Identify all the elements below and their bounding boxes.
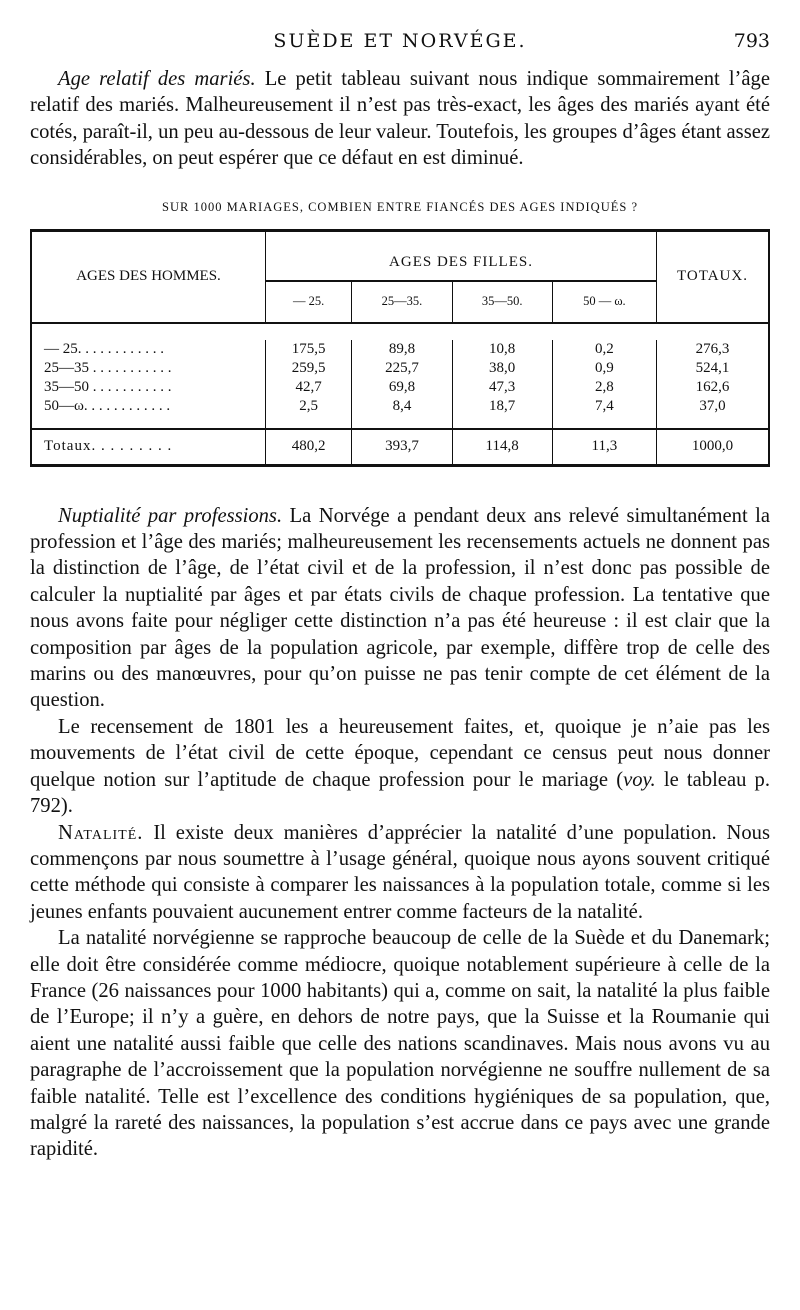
row-label: — 25. . . . . . . . . . . . (32, 340, 266, 359)
row-total: 162,6 (695, 378, 730, 395)
table-cell: 8,4 (352, 397, 452, 416)
totals-cell: 393,7 (352, 429, 452, 464)
paragraph-natalite-norvegienne (30, 925, 770, 1163)
table-cell: 225,7 (352, 359, 452, 378)
page-header (30, 0, 770, 60)
totals-cell: 114,8 (452, 429, 552, 464)
header-men-ages: AGES DES HOMMES. (32, 232, 266, 323)
page (30, 0, 770, 1163)
paragraph-age-relatif (30, 66, 770, 172)
table-cell: 7,4 (552, 397, 656, 416)
table-cell: 0,2 (552, 340, 656, 359)
paragraph-text-after: le tableau p. 792). (30, 768, 771, 818)
paragraph-nuptialite (30, 503, 770, 714)
column-header: 50 — ω. (583, 294, 626, 309)
row-label: 50—ω. . . . . . . . . . . . (32, 397, 266, 416)
table-cell: 38,0 (452, 359, 552, 378)
table-row (32, 397, 768, 416)
grand-total: 1000,0 (657, 429, 769, 464)
row-label: 25—35 . . . . . . . . . . . (32, 359, 266, 378)
table-row (32, 359, 768, 378)
table-cell: 89,8 (352, 340, 452, 359)
row-label: 35—50 . . . . . . . . . . . (32, 378, 266, 397)
table-cell: 2,5 (266, 397, 352, 416)
table-cell: 259,5 (266, 359, 352, 378)
paragraph-text: Le recensement de 1801 les a heureusement faites, et, quoique je n’aie pas les mouvements de l’état civil de cette époque, cependant ce census peut nous donner quelque notion sur l’aptitude de chaque profession pour le mariage ( (30, 715, 770, 791)
paragraph-ref: voy. (623, 768, 656, 791)
table-cell: 175,5 (266, 340, 352, 359)
table-cell: 18,7 (452, 397, 552, 416)
paragraph-recensement (30, 714, 770, 820)
totals-label: Totaux. . . . . . . . . (32, 429, 266, 464)
column-header: 25—35. (352, 281, 452, 323)
header-totals: TOTAUX. (657, 232, 769, 323)
paragraph-text: Le petit tableau suivant nous indique sommairement l’âge relatif des mariés. Malheureusement il n’est pas très-exact, les âges des mariés ayant été cotés, paraît-il, un peu au-dessous de leur valeur. Toutefois, les groupes d’âges étant assez considérables, on peut espérer que ce défaut en est diminué. (30, 68, 770, 170)
row-total: 276,3 (695, 340, 730, 357)
totals-cell: 480,2 (266, 429, 352, 464)
totals-cell: 11,3 (552, 429, 656, 464)
table-cell: 0,9 (552, 359, 656, 378)
table-row (32, 340, 768, 359)
totals-row (32, 429, 768, 464)
paragraph-natalite (30, 820, 770, 926)
paragraph-text: Il existe deux manières d’apprécier la natalité d’une population. Nous commençons par nous soumettre à l’usage général, quoique nous ayons souvent critiqué cette méthode qui consiste à comparer les naissances à la population totale, comme si les jeunes enfants pouvaient aucunement entrer comme facteurs de la natalité. (30, 821, 770, 923)
paragraph-text: La Norvége a pendant deux ans relevé simultanément la profession et l’âge des mariés; malheureusement les recensements actuels ne donnent pas la distinction de l’âge, de l’état civil et de la profession, il n’est donc pas possible de calculer la nuptialité par âges et par états civils de chaque profession. La tentative que nous avons faite pour négliger cette distinction n’a pas été heureuse : il est clair que la composition par âges de la population agricole, par exemple, diffère trop de celle des marins ou des manœuvres, pour qu’on puisse ne pas tenir compte de cet élément de la question. (30, 504, 771, 712)
table-row (32, 378, 768, 397)
row-total: 524,1 (695, 359, 730, 376)
header-girls-ages: AGES DES FILLES. (266, 232, 657, 281)
table-cell: 10,8 (452, 340, 552, 359)
table-cell: 42,7 (266, 378, 352, 397)
table-cell: 69,8 (352, 378, 452, 397)
marriage-age-table (30, 229, 770, 467)
column-header: — 25. (266, 281, 352, 323)
paragraph-text: La natalité norvégienne se rapproche beaucoup de celle de la Suède et du Danemark; elle doit être considérée comme médiocre, quoique notablement supérieure à celle de la France (26 naissances pour 1000 habitants) qui a, comme on sait, la natalité la plus faible de l’Europe; il n’y a guère, en dehors de notre pays, que la Suisse et la Roumanie qui aient une natalité aussi faible que celle des nations scandinaves. Mais nous avons vu au paragraphe de l’accroissement que la population norvégienne ne souffre nullement de sa faible natalité. Telle est l’excellence des conditions hygiéniques de sa population, que, malgré la rareté des naissances, la population s’est accrue dans ce pays avec une grande rapidité. (30, 927, 770, 1161)
page-number: 793 (733, 30, 770, 52)
table-cell: 2,8 (552, 378, 656, 397)
row-total: 37,0 (699, 397, 726, 414)
paragraph-lead: Nuptialité par professions. (58, 504, 283, 527)
table-caption: SUR 1000 MARIAGES, COMBIEN ENTRE FIANCÉS DES AGES INDIQUÉS ? (162, 199, 638, 214)
running-title: SUÈDE ET NORVÉGE. (273, 30, 527, 52)
paragraph-lead: Age relatif des mariés. (58, 68, 256, 90)
column-header: 35—50. (452, 281, 552, 323)
table-cell: 47,3 (452, 378, 552, 397)
paragraph-lead: Natalité. (58, 821, 144, 844)
